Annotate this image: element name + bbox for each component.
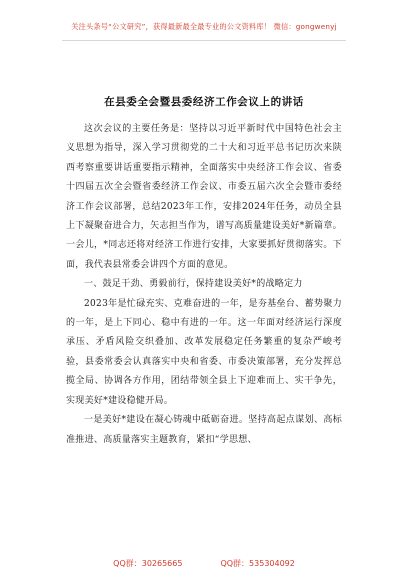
footer-qq-group-1: QQ群：30265665	[113, 559, 183, 568]
section-heading: 一、鼓足干劲、勇毅前行，保持建设美好*的战略定力	[84, 279, 303, 290]
header-divider	[62, 40, 346, 41]
document-title: 在县委全会暨县委经济工作会议上的讲话	[104, 96, 304, 108]
footer-qq-group-2: QQ群：535304092	[220, 559, 295, 568]
paragraph-point-one: 一是美好*建设在凝心铸魂中砥砺奋进。坚持高起点谋划、高标准推进、高质量落实主题教育，紧扣“学思想、	[66, 415, 342, 445]
footer	[0, 558, 408, 569]
header-banner: 关注头条号“公文研究”，获得最新最全最专业的公文资料库！ 微信：gongwenyj	[71, 22, 337, 31]
paragraph-review: 2023年是忙碌充实、克难奋进的一年，是夯基垒台、蓄势聚力的一年，是上下同心、稳中有进的一年。这一年面对经济运行深度承压、矛盾风险交织叠加、改革发展稳定任务繁重的复杂严峻考验，县委常委会认真落实中央和省委、市委决策部署，充分发挥总揽全局、协调各方作用，团结带领全县上下迎难而上、实干争先，实现美好*建设稳健开局。	[66, 298, 342, 406]
paragraph-intro: 这次会议的主要任务是：坚持以习近平新时代中国特色社会主义思想为指导，深入学习贯彻党的二十大和习近平总书记历次来陕西考察重要讲话重要指示精神，全面落实中央经济工作会议、省委十四届五次全会暨省委经济工作会议、市委五届六次全会暨市委经济工作会议部署，总结2023年工作，安排2024年任务，动员全县上下凝聚奋进合力，矢志担当作为，谱写高质量建设美好*新篇章。一会儿，*同志还将对经济工作进行安排，大家要抓好贯彻落实。下面，我代表县常委会讲四个方面的意见。	[66, 124, 342, 270]
document-body	[66, 120, 342, 450]
